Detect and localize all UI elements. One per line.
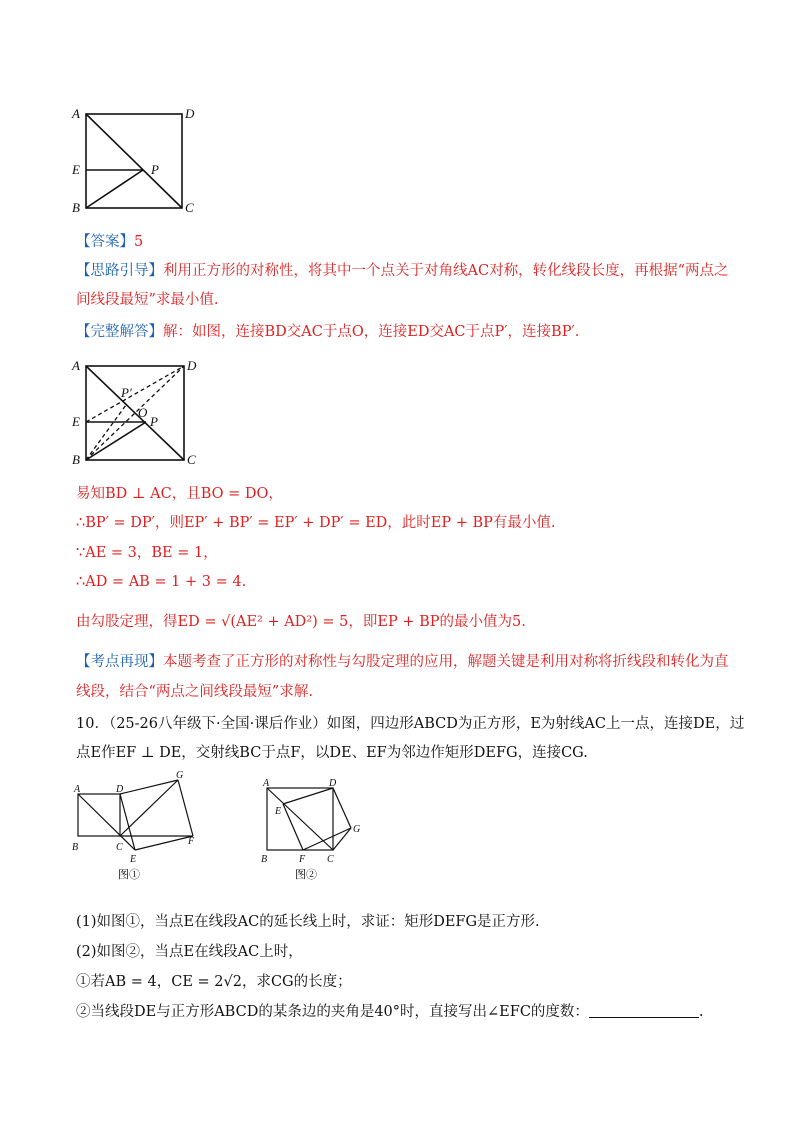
fig4-label-g: G xyxy=(353,824,361,835)
fig3-label-f: F xyxy=(188,836,195,847)
step-3: ∵AE = 3，BE = 1， xyxy=(76,545,218,561)
fig2-label-o: O xyxy=(138,405,148,420)
question-2-2: ②当线段DE与正方形ABCD的某条边的夹角是40°时，直接写出∠EFC的度数： . xyxy=(76,1004,704,1020)
fig3-caption: 图① xyxy=(118,868,140,881)
solution-line xyxy=(76,322,579,342)
fig2-label-p-prime: P′ xyxy=(121,385,132,400)
answer-line xyxy=(76,232,143,252)
hint-line-1 xyxy=(76,261,728,281)
solution-intro: 解：如图，连接BD交AC于点O，连接ED交AC于点P′，连接BP′. xyxy=(163,324,580,340)
fig3-label-e: E xyxy=(130,854,137,865)
problem-line-2: 点E作EF ⊥ DE，交射线BC于点F，以DE、EF为邻边作矩形DEFG，连接CG. xyxy=(76,745,588,761)
fig3-label-g: G xyxy=(176,770,184,781)
fig3-label-a: A xyxy=(74,784,81,795)
hint-line-2: 间线段最短”求最小值. xyxy=(76,292,219,308)
fig2-label-a: A xyxy=(72,358,80,373)
question-2-2-text: ②当线段DE与正方形ABCD的某条边的夹角是40°时，直接写出∠EFC的度数： xyxy=(76,1004,589,1020)
fig1-label-p: P xyxy=(151,162,159,177)
figure-2-square-with-diagonals xyxy=(66,350,216,468)
figure-4-case-two xyxy=(255,770,375,888)
review-text-1: 本题考查了正方形的对称性与勾股定理的应用，解题关键是利用对称将折线段和转化为直 xyxy=(163,654,729,670)
figure-1-square xyxy=(66,100,206,215)
fig4-label-f: F xyxy=(299,854,306,865)
question-2: (2)如图②，当点E在线段AC上时， xyxy=(76,944,303,960)
fig1-label-c: C xyxy=(185,200,194,215)
fig4-caption: 图② xyxy=(295,868,317,881)
answer-tag: 【答案】 xyxy=(76,234,134,250)
figure-3-case-one xyxy=(66,770,216,888)
fig1-label-d: D xyxy=(185,106,195,121)
fig2-label-p: P xyxy=(150,414,158,429)
fig2-label-c: C xyxy=(187,452,196,467)
fig3-label-c: C xyxy=(116,842,123,853)
fig4-label-b: B xyxy=(261,854,268,865)
fig2-label-b: B xyxy=(72,452,80,467)
question-2-1: ①若AB = 4，CE = 2√2，求CG的长度； xyxy=(76,974,352,990)
fig1-label-a: A xyxy=(72,106,80,121)
review-line-1 xyxy=(76,652,729,672)
step-4: ∴AD = AB = 1 + 3 = 4. xyxy=(76,574,247,590)
fig4-label-e: E xyxy=(275,806,282,817)
fig4-label-d: D xyxy=(329,778,337,789)
fig4-label-a: A xyxy=(263,778,270,789)
fig2-label-e: E xyxy=(72,414,80,429)
answer-blank[interactable] xyxy=(589,1003,699,1018)
review-line-2: 线段，结合“两点之间线段最短”求解. xyxy=(76,684,313,700)
hint-tag: 【思路引导】 xyxy=(76,263,163,279)
answer-value: 5 xyxy=(134,234,144,250)
problem-line-1: 10．（25-26八年级下·全国·课后作业）如图，四边形ABCD为正方形，E为射线AC上一点，连接DE，过 xyxy=(76,716,745,732)
solution-tag: 【完整解答】 xyxy=(76,324,163,340)
question-1: (1)如图①，当点E在线段AC的延长线上时，求证：矩形DEFG是正方形. xyxy=(76,914,540,930)
fig3-label-d: D xyxy=(116,784,124,795)
fig1-label-e: E xyxy=(72,162,80,177)
fig3-label-b: B xyxy=(72,842,79,853)
step-5: 由勾股定理，得ED = √(AE² + AD²) = 5，即EP + BP的最小值为5. xyxy=(76,614,526,630)
hint-text-1: 利用正方形的对称性，将其中一个点关于对角线AC对称，转化线段长度，再根据“两点之 xyxy=(163,263,729,279)
fig2-label-d: D xyxy=(187,358,197,373)
step-1: 易知BD ⊥ AC，且BO = DO， xyxy=(76,486,283,502)
step-2: ∴BP′ = DP′，则EP′ + BP′ = EP′ + DP′ = ED，此时EP + BP有最小值. xyxy=(76,515,556,531)
fig4-label-c: C xyxy=(327,854,334,865)
review-tag: 【考点再现】 xyxy=(76,654,163,670)
fig1-label-b: B xyxy=(72,200,80,215)
